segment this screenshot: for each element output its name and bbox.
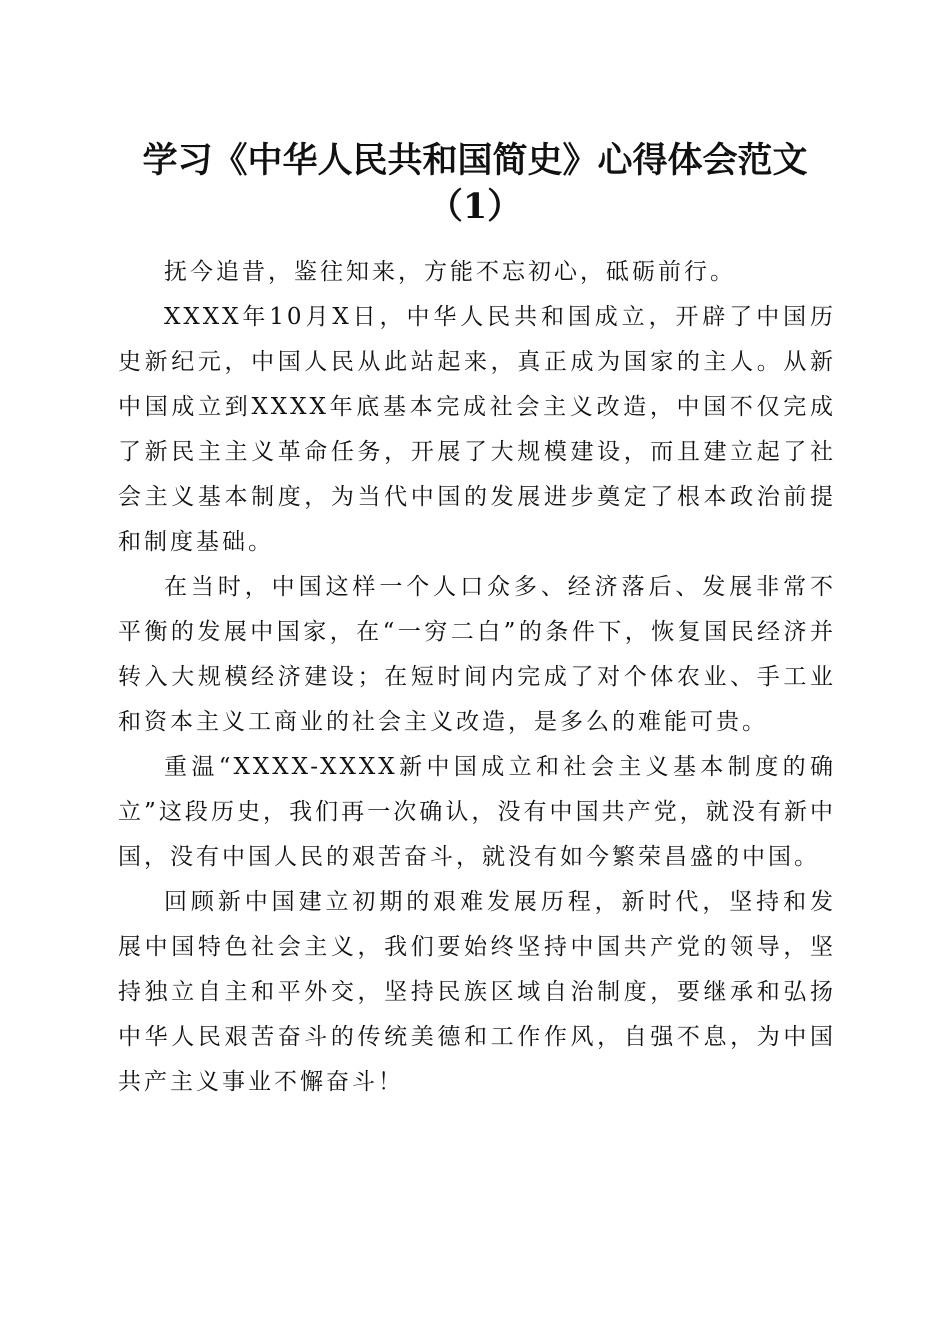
page-title: 学习《中华人民共和国简史》心得体会范文	[142, 140, 808, 181]
page-title-number: （1）	[427, 186, 523, 227]
paragraph-3: 在当时，中国这样一个人口众多、经济落后、发展非常不平衡的发展中国家，在“一穷二白”的条件下，恢复国民经济并转入大规模经济建设；在短时间内完成了对个体农业、手工业和资本主义工商业的社会主义改造，是多么的难能可贵。	[118, 574, 836, 735]
paragraph-4: 重温“XXXX-XXXX新中国成立和社会主义基本制度的确立”这段历史，我们再一次确认，没有中国共产党，就没有新中国，没有中国人民的艰苦奋斗，就没有如今繁荣昌盛的中国。	[118, 754, 836, 870]
paragraph-2: XXXX年10月X日，中华人民共和国成立，开辟了中国历史新纪元，中国人民从此站起来，真正成为国家的主人。从新中国成立到XXXX年底基本完成社会主义改造，中国不仅完成了新民主主义革命任务，开展了大规模建设，而且建立起了社会主义基本制度，为当代中国的发展进步奠定了根本政治前提和制度基础。	[118, 304, 836, 555]
document-body	[118, 250, 836, 1105]
title-block	[100, 138, 850, 238]
paragraph-5: 回顾新中国建立初期的艰难发展历程，新时代，坚持和发展中国特色社会主义，我们要始终坚持中国共产党的领导，坚持独立自主和平外交，坚持民族区域自治制度，要继承和弘扬中华人民艰苦奋斗的传统美德和工作作风，自强不息，为中国共产主义事业不懈奋斗！	[118, 889, 836, 1095]
paragraph-1: 抚今追昔，鉴往知来，方能不忘初心，砥砺前行。	[164, 259, 736, 285]
